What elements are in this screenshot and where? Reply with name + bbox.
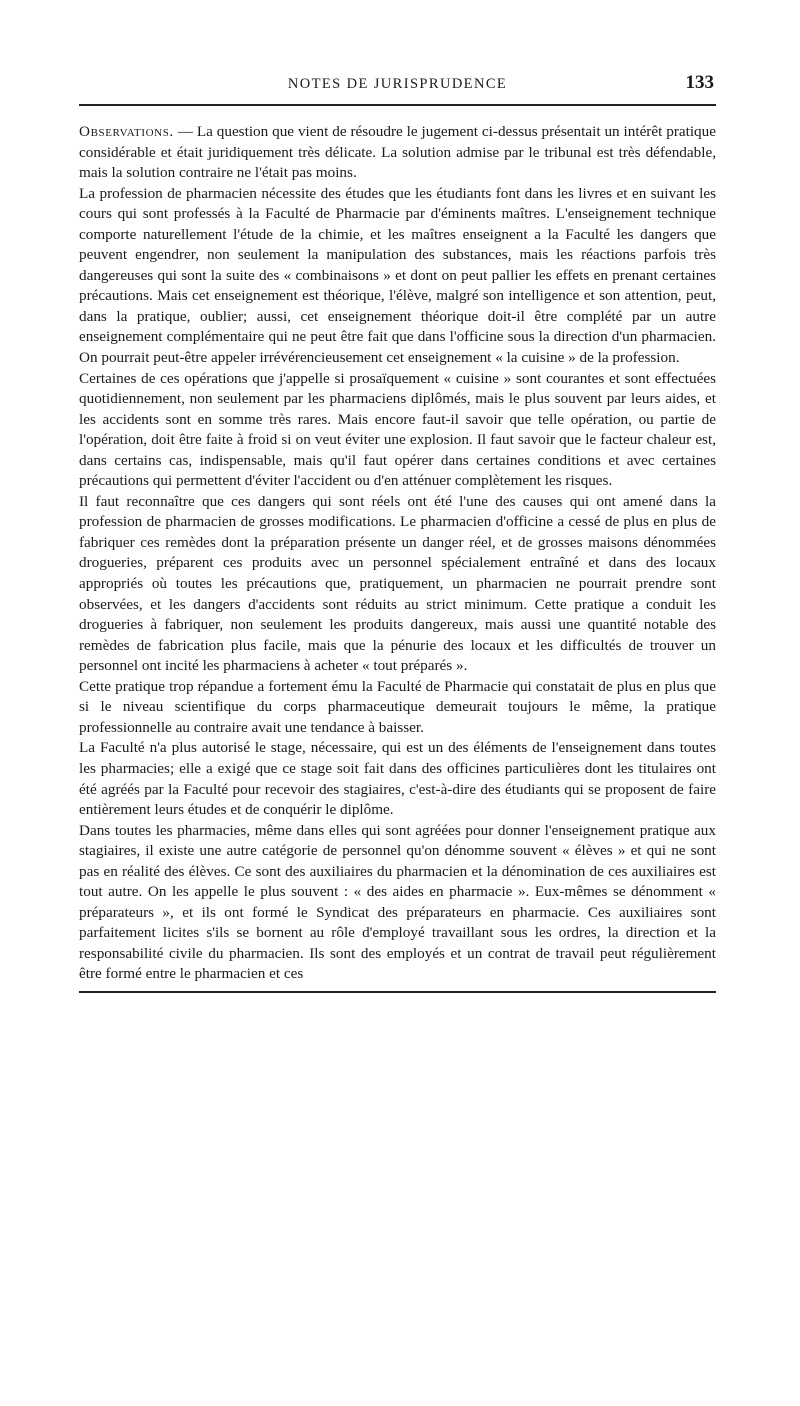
paragraph-7: Dans toutes les pharmacies, même dans elles qui sont agréées pour donner l'enseignement pratique aux stagiaires, il existe une autre catégorie de personnel qu'on dénomme souvent « élèves » et qui ne sont pas en réalité des élèves. Ce sont des auxiliaires du pharmacien et la dénomination de ces auxiliaires est tout autre. On les appelle le plus souvent : « des aides en pharmacie ». Eux-mêmes se dénomment « préparateurs », et ils ont formé le Syndicat des préparateurs en pharmacie. Ces auxiliaires sont parfaitement licites s'ils se bornent au rôle d'employé travaillant sous les ordres, la direction et la responsabilité civile du pharmacien. Ils sont des employés et un contrat de travail peut régulièrement être formé entre le pharmacien et ces [79, 821, 716, 983]
paragraph-5: Cette pratique trop répandue a fortement ému la Faculté de Pharmacie qui constatait de plus en plus que si le niveau scientifique du corps pharmaceutique demeurait toujours le même, la pratique professionnelle au contraire avait une tendance à baisser. [79, 677, 716, 736]
footer-rule [79, 991, 716, 993]
paragraph-3: Certaines de ces opérations que j'appelle si prosaïquement « cuisine » sont courantes et sont effectuées quotidiennement, non seulement par les pharmaciens diplômés, mais le plus souvent par leurs aides, et les accidents sont en somme très rares. Mais encore faut-il savoir que telle opération, ou partie de l'opération, doit être faite à froid si on veut éviter une explosion. Il faut savoir que le facteur chaleur est, dans certains cas, indispensable, mais qu'il faut opérer dans certaines conditions et avec certaines précautions qui permettent d'éviter l'accident ou d'en atténuer complètement les risques. [79, 369, 716, 490]
body-text [79, 122, 716, 985]
page [79, 72, 716, 993]
page-header [79, 72, 716, 102]
header-rule [79, 104, 716, 106]
paragraph-1 [79, 122, 716, 184]
paragraph-1-text: — La question que vient de résoudre le jugement ci-dessus présentait un intérêt pratique considérable et était juridiquement très délicate. La solution admise par le tribunal est très défendable, mais la solution contraire ne l'était pas moins. [79, 123, 716, 182]
paragraph-4: Il faut reconnaître que ces dangers qui sont réels ont été l'une des causes qui ont amené dans la profession de pharmacien de grosses modifications. Le pharmacien d'officine a cessé de plus en plus de fabriquer ces remèdes dont la préparation présente un danger réel, et de grosses maisons dénommées drogueries, préparent ces produits avec un personnel spécialement entraîné et dans des locaux appropriés où toutes les précautions que, pratiquement, un pharmacien ne pourrait prendre sont observées, et les dangers d'accidents sont réduits au strict minimum. Cette pratique a conduit les drogueries à fabriquer, non seulement les produits dangereux, mais aussi une quantité notable des remèdes de fabrication plus facile, mais que la pénurie des locaux et les difficultés de trouver un personnel ont incité les pharmaciens à acheter « tout préparés ». [79, 492, 716, 675]
observations-label: Observations. [79, 123, 174, 140]
running-title: NOTES DE JURISPRUDENCE [287, 76, 508, 92]
paragraph-6: La Faculté n'a plus autorisé le stage, nécessaire, qui est un des éléments de l'enseignement dans toutes les pharmacies; elle a exigé que ce stage soit fait dans des officines particulières dont les titulaires ont été agréés par la Faculté pour recevoir des stagiaires, c'est-à-dire des étudiants qui se proposent de faire entièrement leurs études et de conquérir le diplôme. [79, 739, 716, 819]
paragraph-2: La profession de pharmacien nécessite des études que les étudiants font dans les livres et en suivant les cours qui sont professés à la Faculté de Pharmacie par d'éminents maîtres. L'enseignement technique comporte naturellement l'étude de la chimie, et les maîtres enseignent a la Faculté les dangers que peuvent engendrer, non seulement la manipulation des substances, mais les réactions parfois très dangereuses qui sont la suite des « combinaisons » et dont on peut pallier les effets en prenant certaines précautions. Mais cet enseignement est théorique, l'élève, malgré son intelligence et son attention, peut, dans la pratique, oublier; aussi, cet enseignement théorique doit-il être complété par un autre enseignement complémentaire qui ne peut être fait que dans l'officine sous la direction d'un pharmacien. On pourrait peut-être appeler irrévérencieusement cet enseignement « la cuisine » de la profession. [79, 184, 716, 367]
page-number: 133 [685, 72, 714, 93]
